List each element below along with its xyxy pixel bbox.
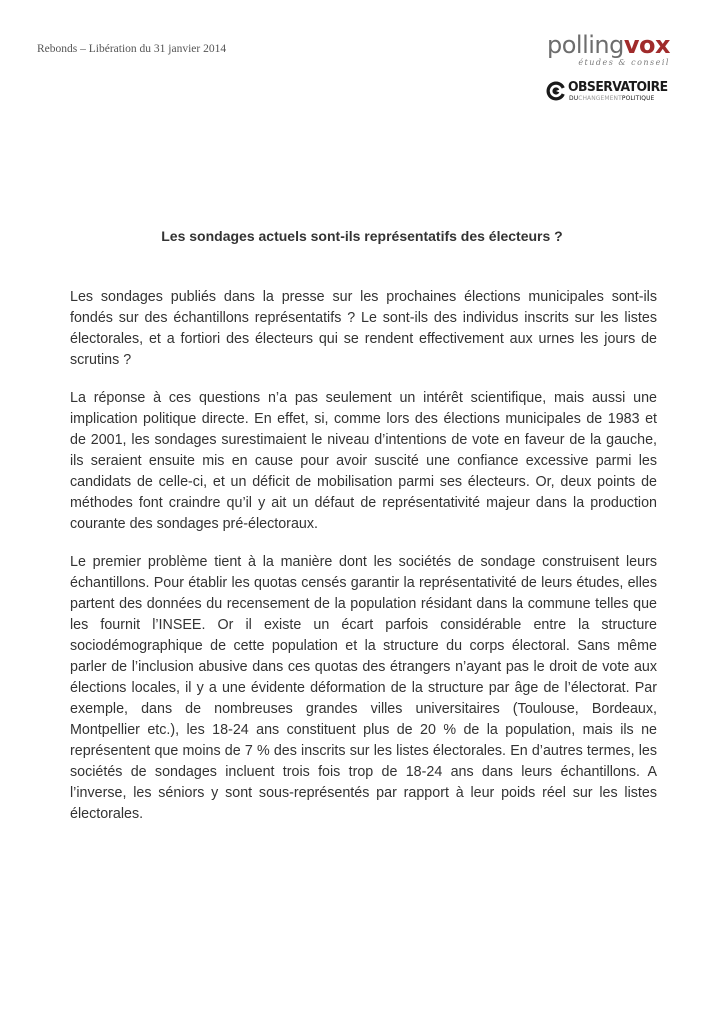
pollingvox-tagline: études & conseil <box>578 58 670 67</box>
observatoire-line1: OBSERVATOIRE <box>568 79 668 95</box>
observatoire-line2-part3: POLITIQUE <box>621 95 655 102</box>
paragraph-3: Le premier problème tient à la manière dont les sociétés de sondage construisent leurs échantillons. Pour établir les quotas censés garantir la représentativité de leurs études, elles partent des données du recensement de la population résidant dans la commune telles que les fournit l’INSEE. Or il existe un écart parfois considérable entre la structure sociodémographique de cette population et la structure du corps électoral. Sans même parler de l’inclusion abusive dans ces quotas des étrangers n’ayant pas le droit de vote aux élections locales, il y a une évidente déformation de la structure par âge de l’électorat. Par exemple, dans de nombreuses grandes villes universitaires (Toulouse, Bordeaux, Montpellier etc.), les 18-24 ans constituent plus de 20 % de la population, mais ils ne représentent que moins de 7 % des inscrits sur les listes électorales. En d’autres termes, les sociétés de sondages incluent trois fois trop de 18-24 ans dans leurs échantillons. A l’inverse, les séniors y sont sous-représentés par rapport à leur poids réel sur les listes électorales. <box>70 554 657 822</box>
observatoire-line2-part2: CHANGEMENT <box>578 95 622 102</box>
pollingvox-word-part2: vox <box>623 31 670 59</box>
pollingvox-logo <box>520 30 700 70</box>
paragraph-2: La réponse à ces questions n’a pas seulement un intérêt scientifique, mais aussi une implication politique directe. En effet, si, comme lors des élections municipales de 1983 et de 2001, les sondages surestimaient le niveau d’intentions de vote en faveur de la gauche, ils seraient ensuite mis en cause pour avoir suscité une confiance excessive parmi les candidats de celle-ci, et un déficit de mobilisation parmi ses électeurs. Or, deux points de méthodes font craindre qu’il y ait un défaut de représentativité majeur dans la production courante des sondages pré-électoraux. <box>70 390 657 532</box>
observatoire-line2-part1: DU <box>569 95 579 102</box>
pollingvox-wordmark <box>547 30 670 60</box>
paragraph-1: Les sondages publiés dans la presse sur les prochaines élections municipales sont-ils fondés sur des échantillons représentatifs ? Le sont-ils des individus inscrits sur les listes électorales, et a fortiori des électeurs qui se rendent effectivement aux urnes les jours de scrutins ? <box>70 289 657 368</box>
observatoire-logo <box>546 79 668 104</box>
article-title: Les sondages actuels sont-ils représentatifs des électeurs ? <box>161 228 563 244</box>
article-body <box>70 287 657 842</box>
pollingvox-word-part1: polling <box>547 31 624 59</box>
observatoire-circle-icon <box>546 81 566 101</box>
source-line: Rebonds – Libération du 31 janvier 2014 <box>37 43 227 55</box>
observatoire-line2 <box>569 95 654 102</box>
